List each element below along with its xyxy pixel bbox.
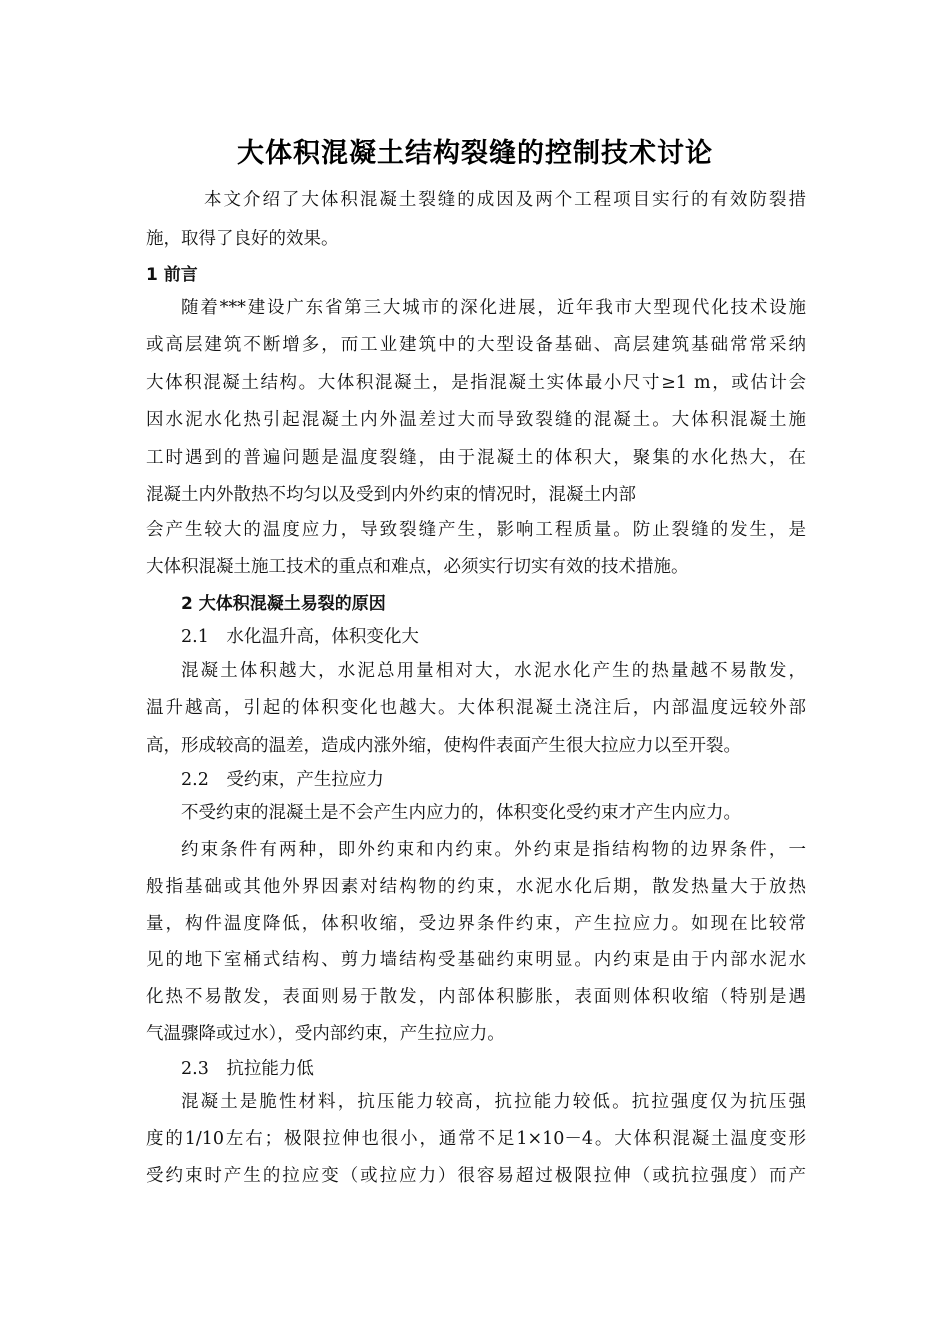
- paragraph-line: 工时遇到的普遍问题是温度裂缝，由于混凝土的体积大，聚集的水化热大，在: [146, 448, 806, 468]
- paragraph-line: 随着***建设广东省第三大城市的深化进展，近年我市大型现代化技术设施: [181, 298, 806, 318]
- paragraph-line: 般指基础或其他外界因素对结构物的约束，水泥水化后期，散发热量大于放热: [146, 877, 806, 897]
- paragraph-line: 混凝土体积越大，水泥总用量相对大，水泥水化产生的热量越不易散发，: [181, 661, 806, 681]
- paragraph-line: 约束条件有两种，即外约束和内约束。外约束是指结构物的边界条件，一: [181, 840, 806, 860]
- paragraph-line: 混凝土内外散热不均匀以及受到内外约束的情况时，混凝土内部: [146, 485, 636, 505]
- paragraph-line: 化热不易散发，表面则易于散发，内部体积膨胀，表面则体积收缩（特别是遇: [146, 987, 806, 1007]
- subsection-heading-2-1: 2.1 水化温升高，体积变化大: [181, 627, 419, 647]
- subsection-heading-2-2: 2.2 受约束，产生拉应力: [181, 770, 384, 790]
- paragraph-line: 高，形成较高的温差，造成内涨外缩，使构件表面产生很大拉应力以至开裂。: [146, 736, 741, 756]
- section-heading-1: 1 前言: [146, 265, 198, 285]
- paragraph-line: 大体积混凝土施工技术的重点和难点，必须实行切实有效的技术措施。: [146, 557, 689, 577]
- paragraph-line: 温升越高，引起的体积变化也越大。大体积混凝土浇注后，内部温度远较外部: [146, 698, 806, 718]
- paragraph-line: 气温骤降或过水），受内部约束，产生拉应力。: [146, 1024, 505, 1044]
- paragraph-line: 大体积混凝土结构。大体积混凝土，是指混凝土实体最小尺寸≥1 m，或估计会: [146, 373, 806, 393]
- paragraph-line: 见的地下室桶式结构、剪力墙结构受基础约束明显。内约束是由于内部水泥水: [146, 950, 806, 970]
- abstract-line-2: 施，取得了良好的效果。: [146, 229, 339, 249]
- subsection-heading-2-3: 2.3 抗拉能力低: [181, 1059, 314, 1079]
- document-title: 大体积混凝土结构裂缝的控制技术讨论: [237, 138, 713, 169]
- section-heading-2: 2 大体积混凝土易裂的原因: [181, 594, 386, 614]
- paragraph-line: 量，构件温度降低，体积收缩，受边界条件约束，产生拉应力。如现在比较常: [146, 914, 806, 934]
- paragraph-line: 会产生较大的温度应力，导致裂缝产生，影响工程质量。防止裂缝的发生，是: [146, 520, 806, 540]
- paragraph-line: 度的1/10左右；极限拉伸也很小，通常不足1×10－4。大体积混凝土温度变形: [146, 1129, 806, 1149]
- paragraph-line: 不受约束的混凝土是不会产生内应力的，体积变化受约束才产生内应力。: [181, 803, 741, 823]
- abstract-line-1: 本文介绍了大体积混凝土裂缝的成因及两个工程项目实行的有效防裂措: [204, 190, 806, 210]
- paragraph-line: 或高层建筑不断增多，而工业建筑中的大型设备基础、高层建筑基础常常采纳: [146, 335, 806, 355]
- paragraph-line: 混凝土是脆性材料，抗压能力较高，抗拉能力较低。抗拉强度仅为抗压强: [181, 1092, 806, 1112]
- paragraph-line: 因水泥水化热引起混凝土内外温差过大而导致裂缝的混凝土。大体积混凝土施: [146, 410, 806, 430]
- paragraph-line: 受约束时产生的拉应变（或拉应力）很容易超过极限拉伸（或抗拉强度）而产: [146, 1166, 806, 1186]
